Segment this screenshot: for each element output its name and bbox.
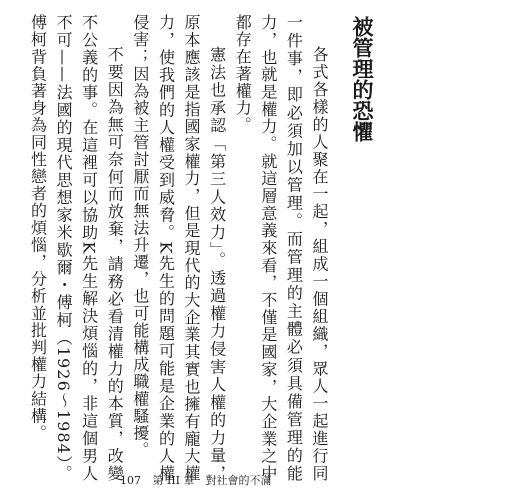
paragraph: 各式各樣的人聚在一起，組成一個組織，眾人一起進行同一件事，即必須加以管理。而管理的主體必須具備管理的能力，也就是權力。就這層意義來看，不僅是國家，大企業之中都存在著權力。 [233, 14, 329, 482]
vertical-text-body [25, 14, 380, 482]
section-title: 被管理的恐懼 [350, 16, 374, 142]
paragraph: 憲法也承認「第三人效力」。透過權力侵害人權的力量，原本應該是指國家權力，但是現代的大企業其實也擁有龐大權力，使我們的人權受到威脅。K先生的問題可能是企業的人權侵害；因為被主管討厭而無法升遷，也可能構成職權騷擾。 [130, 14, 227, 482]
chapter-title: 第 III 章 對社會的不滿 [152, 474, 272, 487]
page-number: 107 [120, 474, 141, 487]
paragraph: 不要因為無可奈何而放棄，請務必看清權力的本質，改變不公義的事。在這裡可以協助K先生解決煩惱的，非這個男人不可——法國的現代思想家米歇爾・傅柯（1926～1984）。傅柯背負著身為同性戀者的煩惱，分析並批判權力結構。 [28, 14, 125, 482]
page-footer [120, 472, 280, 488]
